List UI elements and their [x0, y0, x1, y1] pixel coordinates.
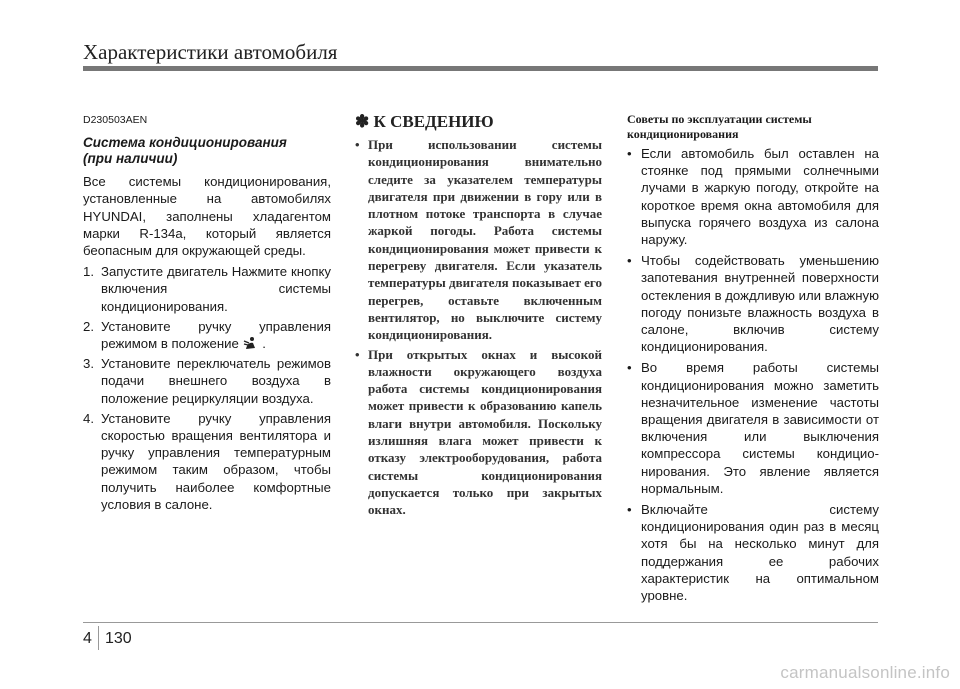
step-text: Установите ручку управления режимом в положение — [101, 318, 331, 352]
page-header-title: Характеристики автомобиля — [83, 40, 338, 64]
bullet-icon: • — [355, 346, 360, 362]
list-item — [627, 359, 879, 497]
step-text: Установите переключатель режимов подачи внешнего воздуха в положение рециркуляции воздуха. — [101, 356, 331, 406]
tip-text: Если автомобиль был оставлен на стоянке под прямыми солнечными лучами в жаркую погоду, откройте на короткое время окна автомобиля для выпуска горячего воздуха из салона наружу. — [641, 146, 879, 248]
footer-separator — [98, 626, 99, 650]
list-item — [83, 355, 331, 407]
column-notice — [355, 112, 602, 521]
step-number: 4. — [83, 410, 94, 426]
bullet-icon: • — [627, 146, 632, 161]
list-item — [627, 145, 879, 248]
tip-text: Чтобы содействовать уменьшению запотевания внутренней поверхности остекления в дождливую или влажную погоду понизьте влажность воздуха в салоне, включив систему кондиционирования. — [641, 253, 879, 355]
list-item — [627, 501, 879, 604]
list-item — [355, 136, 602, 344]
bullet-icon: • — [627, 360, 632, 376]
subtitle-line-1: Система кондиционирования — [83, 135, 287, 151]
step-number: 2. — [83, 318, 94, 334]
list-item — [627, 252, 879, 355]
notice-list — [355, 136, 602, 519]
page-number: 130 — [105, 630, 132, 647]
list-item — [83, 318, 331, 352]
notice-star-icon: ✽ — [355, 112, 370, 131]
vent-mode-icon — [243, 336, 259, 350]
section-subtitle — [83, 135, 331, 167]
steps-list — [83, 263, 331, 513]
list-item — [83, 410, 331, 513]
list-item — [83, 263, 331, 315]
tips-list — [627, 145, 879, 604]
column-ac-system — [83, 112, 331, 516]
subtitle-line-2: (при наличии) — [83, 151, 178, 167]
tip-text: Во время работы системы кондиционирования можно заметить незначительное изменение частоты вращения двигателя в зависимости от включения или выключения компрессора системы кондиционирования. Это явление является нормальным. — [641, 360, 879, 496]
intro-paragraph: Все системы кондиционирования, установленные на автомобилях HYUNDAI, заполнены хладагентом марки R-134a, который является беопасным для окружающей среды. — [83, 174, 331, 259]
step-text: Установите ручку управления скоростью вращения вентилятора и ручку управления температурным режимом таким образом, чтобы получить наиболее комфортные условия в салоне. — [101, 410, 331, 512]
step-text-end: . — [262, 336, 266, 352]
section-code: D230503AEN — [83, 114, 148, 126]
bullet-icon: • — [627, 253, 632, 269]
step-number: 3. — [83, 356, 94, 372]
watermark: carmanualsonline.info — [780, 663, 950, 682]
step-number: 1. — [83, 264, 94, 280]
notice-title: К СВЕДЕНИЮ — [373, 112, 494, 131]
bullet-icon: • — [355, 137, 360, 152]
notice-text: При открытых окнах и высокой влажности окружающего воздуха работа системы кондиционирования может привести к образованию капель влаги внутри автомобиля. Поскольку излишняя влага может привести к отказу электрооборудования, работа системы кондиционирования допускается только при закрытых окнах. — [368, 346, 602, 518]
step-text: Запустите двигатель Нажмите кнопку включения системы кондиционирования. — [101, 264, 331, 314]
notice-heading — [355, 112, 602, 132]
column-tips — [627, 112, 879, 608]
chapter-number: 4 — [83, 630, 92, 647]
footer-rule — [83, 622, 878, 623]
notice-text: При использовании системы кондиционирования внимательно следите за указателем температуры двигателя при движении в гору или в плотном потоке транспорта в случае жаркой погоды. Работа системы кондиционирования может привести к перегреву двигателя. Если указатель температуры двигателя показывает его перегрев, оставьте включенным вентилятор, но выключите систему кондиционирования. — [368, 137, 602, 343]
tips-title: Советы по эксплуатации системы кондиционирования — [627, 112, 812, 141]
header-rule — [83, 66, 878, 71]
bullet-icon: • — [627, 502, 632, 518]
tip-text: Включайте систему кондиционирования один раз в месяц хотя бы на несколько минут для поддержания ее рабочих характеристик на оптимальном уровне. — [641, 502, 879, 604]
list-item — [355, 346, 602, 519]
